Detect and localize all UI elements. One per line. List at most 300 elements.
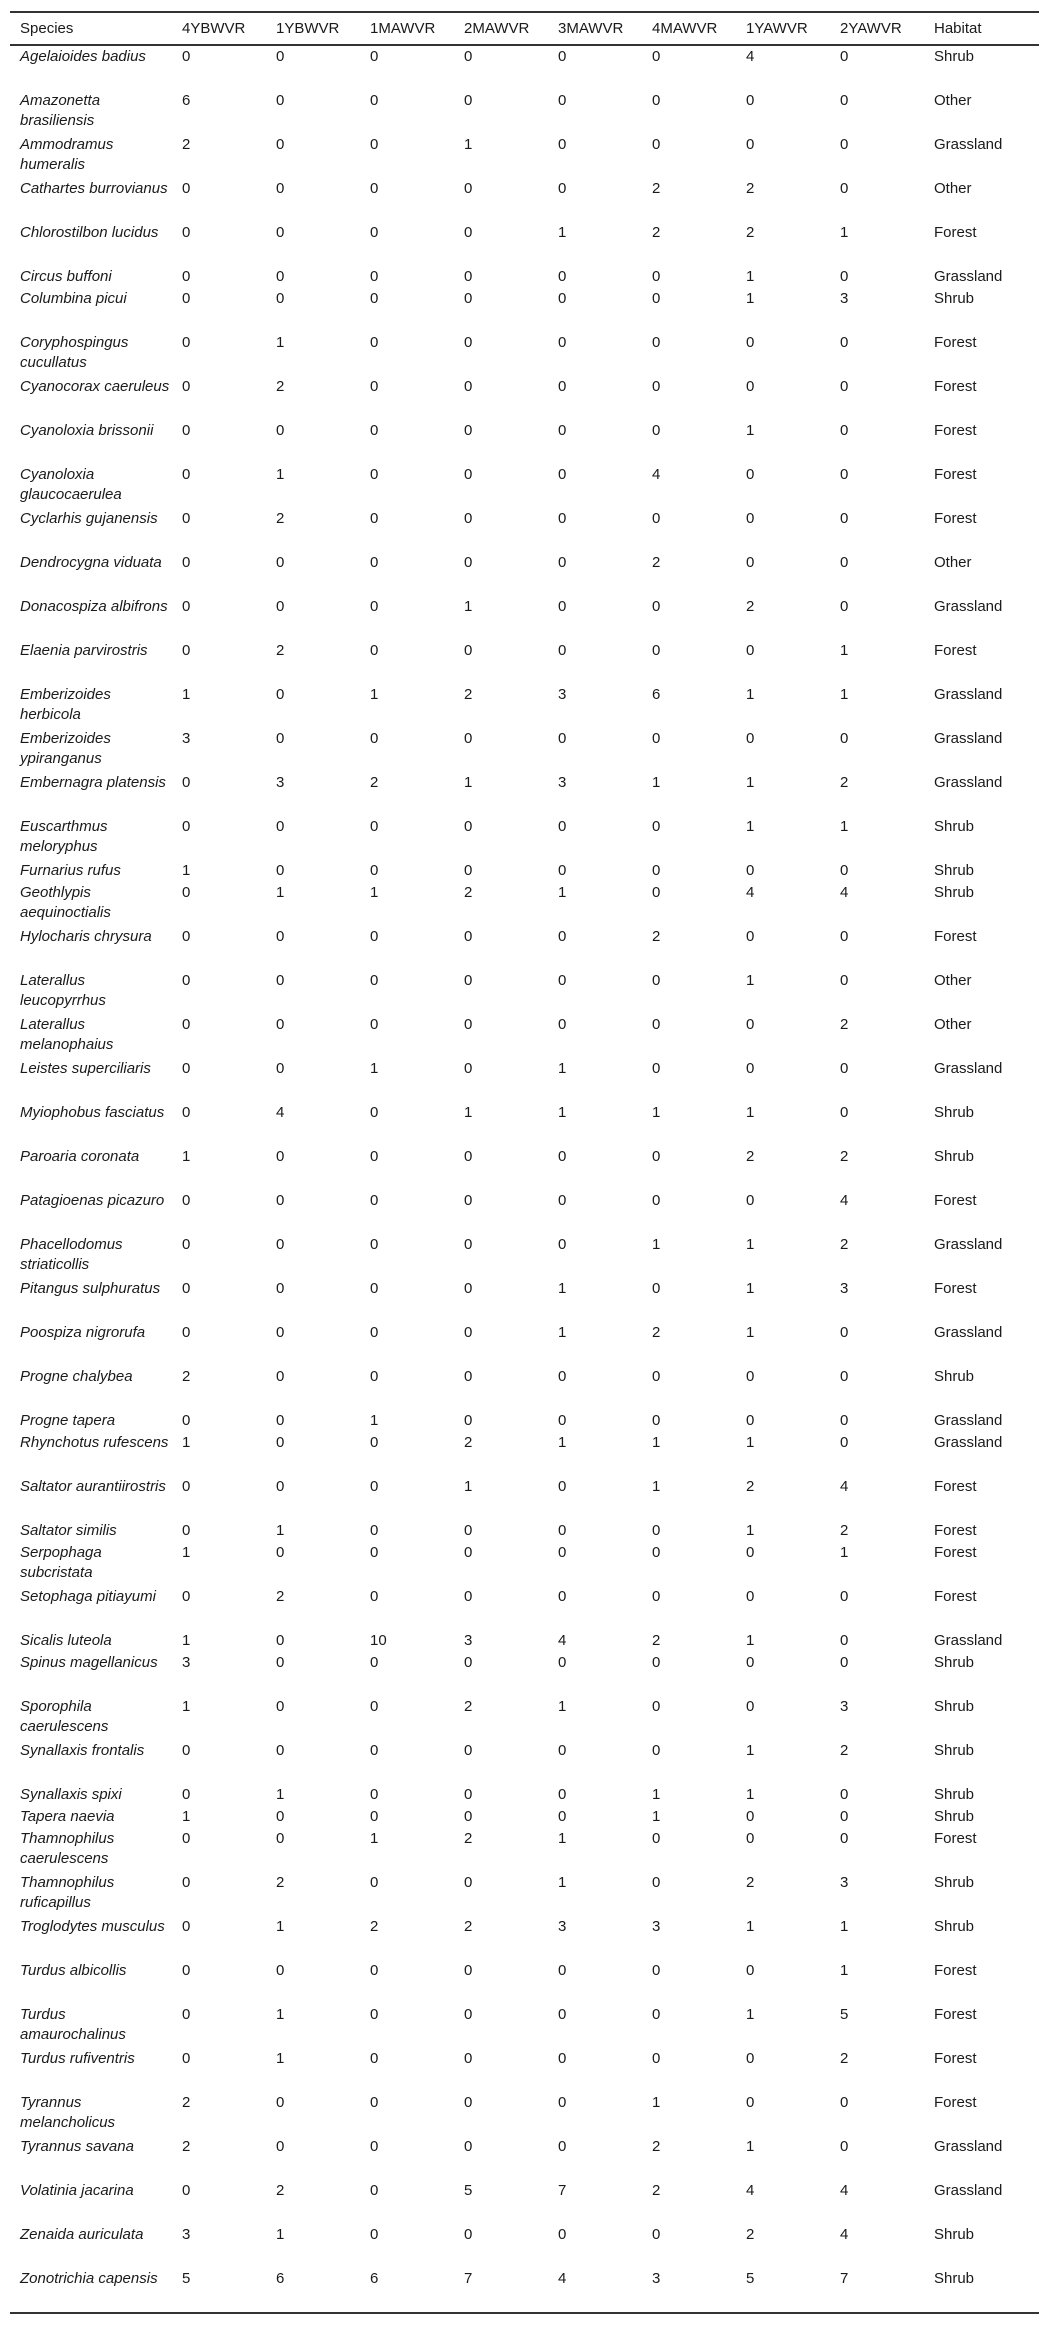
- table-row: [10, 1278, 1039, 1322]
- count-cell: 2: [746, 224, 755, 241]
- count-cell: 0: [182, 972, 191, 989]
- count-cell: 0: [370, 1698, 379, 1715]
- count-cell: 0: [464, 730, 473, 747]
- count-cell: 6: [370, 2270, 379, 2287]
- count-cell: 0: [370, 2226, 379, 2243]
- count-cell: 0: [652, 268, 661, 285]
- count-cell: 2: [652, 1324, 661, 1341]
- table-row: [10, 90, 1039, 134]
- count-cell: 0: [840, 1324, 849, 1341]
- count-cell: 1: [840, 1544, 849, 1561]
- species-cell: Dendrocygna viduata: [20, 554, 162, 571]
- table-row: [10, 1828, 1039, 1872]
- count-cell: 0: [370, 1786, 379, 1803]
- count-cell: 3: [840, 1280, 849, 1297]
- count-cell: 1: [276, 2006, 285, 2023]
- count-cell: 0: [558, 378, 567, 395]
- count-cell: 0: [276, 1280, 285, 1297]
- count-cell: 0: [746, 1698, 755, 1715]
- count-cell: 0: [276, 554, 285, 571]
- count-cell: 0: [464, 1962, 473, 1979]
- count-cell: 2: [464, 1698, 473, 1715]
- species-cell: Cyanoloxia brissonii: [20, 422, 154, 439]
- count-cell: 2: [746, 180, 755, 197]
- habitat-cell: Grassland: [934, 1632, 1003, 1649]
- habitat-cell: Shrub: [934, 862, 975, 879]
- count-cell: 0: [652, 1830, 661, 1847]
- species-count-table: [10, 11, 1039, 2314]
- species-cell: Troglodytes musculus: [20, 1918, 165, 1935]
- count-cell: 0: [746, 1368, 755, 1385]
- count-cell: 0: [652, 1016, 661, 1033]
- count-cell: 0: [276, 224, 285, 241]
- count-cell: 4: [652, 466, 661, 483]
- count-cell: 1: [276, 2050, 285, 2067]
- table-row: [10, 1586, 1039, 1630]
- count-cell: 0: [746, 378, 755, 395]
- species-cell: Columbina picui: [20, 290, 127, 307]
- table-row: [10, 1652, 1039, 1696]
- count-cell: 0: [652, 1522, 661, 1539]
- table-row: [10, 1542, 1039, 1586]
- count-cell: 1: [182, 862, 191, 879]
- count-cell: 1: [276, 466, 285, 483]
- habitat-cell: Forest: [934, 1280, 977, 1297]
- table-row: [10, 2004, 1039, 2048]
- count-cell: 0: [182, 268, 191, 285]
- count-cell: 0: [370, 334, 379, 351]
- count-cell: 0: [182, 642, 191, 659]
- count-cell: 0: [370, 422, 379, 439]
- count-cell: 1: [746, 1434, 755, 1451]
- table-row: [10, 2268, 1039, 2313]
- count-cell: 0: [370, 290, 379, 307]
- table-row: [10, 178, 1039, 222]
- species-cell: Progne chalybea: [20, 1368, 133, 1385]
- habitat-cell: Other: [934, 972, 972, 989]
- count-cell: 3: [652, 2270, 661, 2287]
- count-cell: 0: [746, 730, 755, 747]
- count-cell: 10: [370, 1632, 387, 1649]
- count-cell: 0: [182, 466, 191, 483]
- count-cell: 0: [464, 290, 473, 307]
- species-cell: Volatinia jacarina: [20, 2182, 134, 2199]
- count-cell: 0: [558, 92, 567, 109]
- count-cell: 0: [182, 1918, 191, 1935]
- count-cell: 0: [464, 378, 473, 395]
- count-cell: 0: [558, 1808, 567, 1825]
- count-cell: 4: [746, 884, 755, 901]
- table-row: [10, 1784, 1039, 1806]
- count-cell: 0: [276, 1830, 285, 1847]
- species-cell: Coryphospingus cucullatus: [20, 334, 129, 371]
- count-cell: 0: [182, 2006, 191, 2023]
- table-row: [10, 266, 1039, 288]
- habitat-cell: Forest: [934, 2006, 977, 2023]
- count-cell: 0: [182, 1104, 191, 1121]
- count-cell: 0: [370, 1368, 379, 1385]
- table-row: [10, 1190, 1039, 1234]
- count-cell: 0: [276, 2138, 285, 2155]
- count-cell: 0: [182, 1324, 191, 1341]
- habitat-cell: Grassland: [934, 1236, 1003, 1253]
- table-row: [10, 1234, 1039, 1278]
- count-cell: 0: [840, 1412, 849, 1429]
- species-cell: Emberizoides herbicola: [20, 686, 111, 723]
- column-header: Species: [20, 20, 74, 37]
- count-cell: 0: [652, 92, 661, 109]
- count-cell: 0: [182, 290, 191, 307]
- habitat-cell: Shrub: [934, 1104, 975, 1121]
- count-cell: 0: [370, 1434, 379, 1451]
- table-row: [10, 45, 1039, 90]
- count-cell: 0: [464, 268, 473, 285]
- count-cell: 2: [652, 554, 661, 571]
- count-cell: 7: [840, 2270, 849, 2287]
- count-cell: 0: [558, 180, 567, 197]
- count-cell: 0: [464, 180, 473, 197]
- column-header: 1YBWVR: [276, 20, 340, 37]
- count-cell: 4: [276, 1104, 285, 1121]
- count-cell: 0: [840, 1632, 849, 1649]
- count-cell: 2: [652, 2182, 661, 2199]
- count-cell: 3: [652, 1918, 661, 1935]
- habitat-cell: Shrub: [934, 1654, 975, 1671]
- table-row: [10, 420, 1039, 464]
- habitat-cell: Grassland: [934, 598, 1003, 615]
- count-cell: 1: [276, 1522, 285, 1539]
- count-cell: 0: [746, 334, 755, 351]
- table-row: [10, 1146, 1039, 1190]
- count-cell: 1: [746, 818, 755, 835]
- count-cell: 0: [464, 1808, 473, 1825]
- count-cell: 1: [370, 1060, 379, 1077]
- count-cell: 0: [370, 1742, 379, 1759]
- table-row: [10, 1740, 1039, 1784]
- species-cell: Tyrannus melancholicus: [20, 2094, 116, 2131]
- count-cell: 0: [558, 136, 567, 153]
- count-cell: 0: [276, 48, 285, 65]
- habitat-cell: Shrub: [934, 48, 975, 65]
- count-cell: 0: [840, 972, 849, 989]
- table-row: [10, 2092, 1039, 2136]
- table-row: [10, 1916, 1039, 1960]
- habitat-cell: Forest: [934, 1588, 977, 1605]
- species-cell: Turdus amaurochalinus: [20, 2006, 126, 2043]
- count-cell: 0: [370, 598, 379, 615]
- count-cell: 0: [370, 1280, 379, 1297]
- count-cell: 2: [370, 774, 379, 791]
- count-cell: 0: [652, 884, 661, 901]
- species-cell: Embernagra platensis: [20, 774, 166, 791]
- table-row: [10, 816, 1039, 860]
- habitat-cell: Forest: [934, 224, 977, 241]
- count-cell: 1: [840, 1918, 849, 1935]
- count-cell: 0: [558, 48, 567, 65]
- count-cell: 2: [652, 224, 661, 241]
- count-cell: 2: [464, 1918, 473, 1935]
- count-cell: 0: [276, 1236, 285, 1253]
- count-cell: 1: [652, 1236, 661, 1253]
- count-cell: 3: [558, 1918, 567, 1935]
- count-cell: 0: [276, 1742, 285, 1759]
- species-cell: Elaenia parvirostris: [20, 642, 148, 659]
- count-cell: 0: [558, 2094, 567, 2111]
- count-cell: 0: [276, 1368, 285, 1385]
- count-cell: 0: [370, 92, 379, 109]
- count-cell: 2: [276, 378, 285, 395]
- count-cell: 0: [464, 1016, 473, 1033]
- count-cell: 0: [558, 422, 567, 439]
- count-cell: 0: [464, 2138, 473, 2155]
- count-cell: 0: [370, 2182, 379, 2199]
- species-cell: Cyanoloxia glaucocaerulea: [20, 466, 122, 503]
- count-cell: 0: [746, 92, 755, 109]
- count-cell: 1: [558, 224, 567, 241]
- table-row: [10, 1872, 1039, 1916]
- count-cell: 0: [370, 224, 379, 241]
- count-cell: 0: [276, 1192, 285, 1209]
- count-cell: 1: [746, 290, 755, 307]
- count-cell: 0: [840, 1786, 849, 1803]
- count-cell: 0: [276, 1632, 285, 1649]
- count-cell: 1: [746, 972, 755, 989]
- species-cell: Progne tapera: [20, 1412, 116, 1429]
- species-cell: Saltator similis: [20, 1522, 117, 1539]
- table-row: [10, 222, 1039, 266]
- count-cell: 1: [182, 1632, 191, 1649]
- count-cell: 0: [558, 2050, 567, 2067]
- habitat-cell: Shrub: [934, 818, 975, 835]
- count-cell: 0: [464, 642, 473, 659]
- table-row: [10, 464, 1039, 508]
- table-row: [10, 640, 1039, 684]
- count-cell: 0: [840, 1368, 849, 1385]
- table-row: [10, 1476, 1039, 1520]
- habitat-cell: Shrub: [934, 2270, 975, 2287]
- count-cell: 0: [370, 642, 379, 659]
- habitat-cell: Forest: [934, 2094, 977, 2111]
- count-cell: 1: [276, 1786, 285, 1803]
- habitat-cell: Shrub: [934, 1808, 975, 1825]
- table-row: [10, 728, 1039, 772]
- count-cell: 0: [652, 136, 661, 153]
- count-cell: 2: [840, 2050, 849, 2067]
- count-cell: 0: [182, 1522, 191, 1539]
- count-cell: 0: [276, 928, 285, 945]
- count-cell: 0: [746, 928, 755, 945]
- count-cell: 0: [276, 598, 285, 615]
- count-cell: 2: [276, 1588, 285, 1605]
- count-cell: 0: [746, 1588, 755, 1605]
- species-cell: Thamnophilus caerulescens: [20, 1830, 115, 1867]
- count-cell: 2: [464, 686, 473, 703]
- count-cell: 0: [370, 2138, 379, 2155]
- count-cell: 0: [182, 554, 191, 571]
- count-cell: 0: [652, 642, 661, 659]
- count-cell: 0: [276, 1478, 285, 1495]
- habitat-cell: Forest: [934, 1192, 977, 1209]
- count-cell: 1: [276, 334, 285, 351]
- count-cell: 0: [464, 1412, 473, 1429]
- count-cell: 0: [652, 862, 661, 879]
- species-cell: Leistes superciliaris: [20, 1060, 151, 1077]
- count-cell: 0: [652, 422, 661, 439]
- count-cell: 1: [558, 1280, 567, 1297]
- habitat-cell: Forest: [934, 2050, 977, 2067]
- habitat-cell: Forest: [934, 928, 977, 945]
- count-cell: 0: [464, 422, 473, 439]
- count-cell: 2: [840, 774, 849, 791]
- table-row: [10, 860, 1039, 882]
- count-cell: 0: [840, 928, 849, 945]
- table-row: [10, 1630, 1039, 1652]
- count-cell: 0: [182, 1588, 191, 1605]
- habitat-cell: Grassland: [934, 268, 1003, 285]
- habitat-cell: Shrub: [934, 1918, 975, 1935]
- habitat-cell: Grassland: [934, 2182, 1003, 2199]
- count-cell: 2: [464, 1830, 473, 1847]
- count-cell: 2: [652, 928, 661, 945]
- count-cell: 0: [558, 290, 567, 307]
- count-cell: 0: [276, 1060, 285, 1077]
- count-cell: 0: [370, 136, 379, 153]
- table-row: [10, 508, 1039, 552]
- count-cell: 2: [182, 136, 191, 153]
- count-cell: 0: [464, 818, 473, 835]
- count-cell: 1: [370, 1412, 379, 1429]
- species-cell: Hylocharis chrysura: [20, 928, 152, 945]
- count-cell: 0: [370, 1148, 379, 1165]
- count-cell: 0: [370, 268, 379, 285]
- count-cell: 0: [652, 2050, 661, 2067]
- count-cell: 0: [652, 1148, 661, 1165]
- count-cell: 0: [746, 642, 755, 659]
- count-cell: 0: [652, 1588, 661, 1605]
- count-cell: 0: [652, 378, 661, 395]
- count-cell: 1: [558, 1324, 567, 1341]
- habitat-cell: Grassland: [934, 730, 1003, 747]
- habitat-cell: Grassland: [934, 1060, 1003, 1077]
- count-cell: 0: [558, 1192, 567, 1209]
- species-cell: Laterallus melanophaius: [20, 1016, 114, 1053]
- count-cell: 1: [464, 1104, 473, 1121]
- species-cell: Agelaioides badius: [20, 48, 146, 65]
- count-cell: 0: [370, 928, 379, 945]
- count-cell: 0: [840, 510, 849, 527]
- count-cell: 1: [652, 2094, 661, 2111]
- count-cell: 0: [276, 818, 285, 835]
- species-cell: Ammodramus humeralis: [20, 136, 114, 173]
- count-cell: 1: [276, 2226, 285, 2243]
- table-body: [10, 45, 1039, 2313]
- count-cell: 0: [276, 92, 285, 109]
- count-cell: 2: [746, 1148, 755, 1165]
- habitat-cell: Shrub: [934, 1742, 975, 1759]
- table-row: [10, 1806, 1039, 1828]
- species-cell: Spinus magellanicus: [20, 1654, 158, 1671]
- count-cell: 0: [464, 862, 473, 879]
- count-cell: 0: [558, 1368, 567, 1385]
- count-cell: 2: [276, 642, 285, 659]
- habitat-cell: Forest: [934, 422, 977, 439]
- table-row: [10, 772, 1039, 816]
- habitat-cell: Shrub: [934, 2226, 975, 2243]
- count-cell: 2: [276, 510, 285, 527]
- habitat-cell: Grassland: [934, 686, 1003, 703]
- count-cell: 0: [652, 2006, 661, 2023]
- count-cell: 0: [746, 136, 755, 153]
- count-cell: 0: [182, 928, 191, 945]
- count-cell: 0: [840, 1808, 849, 1825]
- count-cell: 0: [464, 1236, 473, 1253]
- count-cell: 0: [182, 1742, 191, 1759]
- count-cell: 2: [370, 1918, 379, 1935]
- count-cell: 0: [558, 2138, 567, 2155]
- count-cell: 0: [840, 1654, 849, 1671]
- count-cell: 4: [840, 2182, 849, 2199]
- count-cell: 0: [558, 1742, 567, 1759]
- count-cell: 0: [182, 422, 191, 439]
- count-cell: 0: [464, 2006, 473, 2023]
- count-cell: 0: [840, 378, 849, 395]
- count-cell: 0: [840, 48, 849, 65]
- count-cell: 4: [840, 884, 849, 901]
- count-cell: 0: [652, 730, 661, 747]
- species-cell: Circus buffoni: [20, 268, 112, 285]
- species-cell: Myiophobus fasciatus: [20, 1104, 165, 1121]
- table-row: [10, 1410, 1039, 1432]
- count-cell: 0: [652, 972, 661, 989]
- count-cell: 4: [558, 2270, 567, 2287]
- count-cell: 3: [558, 774, 567, 791]
- table-row: [10, 596, 1039, 640]
- count-cell: 0: [370, 378, 379, 395]
- count-cell: 1: [558, 1060, 567, 1077]
- count-cell: 0: [464, 466, 473, 483]
- species-cell: Geothlypis aequinoctialis: [20, 884, 111, 921]
- header-row: [10, 12, 1039, 45]
- count-cell: 1: [558, 884, 567, 901]
- count-cell: 1: [746, 1280, 755, 1297]
- species-cell: Sporophila caerulescens: [20, 1698, 109, 1735]
- count-cell: 0: [840, 1434, 849, 1451]
- count-cell: 0: [182, 1280, 191, 1297]
- count-cell: 0: [464, 1522, 473, 1539]
- habitat-cell: Grassland: [934, 774, 1003, 791]
- count-cell: 1: [558, 1104, 567, 1121]
- table-row: [10, 926, 1039, 970]
- count-cell: 0: [840, 136, 849, 153]
- habitat-cell: Forest: [934, 334, 977, 351]
- count-cell: 0: [370, 554, 379, 571]
- habitat-cell: Forest: [934, 1830, 977, 1847]
- species-cell: Turdus albicollis: [20, 1962, 127, 1979]
- count-cell: 2: [840, 1522, 849, 1539]
- habitat-cell: Shrub: [934, 1368, 975, 1385]
- species-cell: Poospiza nigrorufa: [20, 1324, 146, 1341]
- count-cell: 0: [370, 1324, 379, 1341]
- count-cell: 0: [746, 554, 755, 571]
- table-row: [10, 684, 1039, 728]
- count-cell: 0: [840, 466, 849, 483]
- count-cell: 0: [652, 1742, 661, 1759]
- count-cell: 1: [840, 818, 849, 835]
- count-cell: 1: [558, 1830, 567, 1847]
- count-cell: 0: [840, 598, 849, 615]
- count-cell: 1: [182, 1808, 191, 1825]
- table-header: [10, 12, 1039, 45]
